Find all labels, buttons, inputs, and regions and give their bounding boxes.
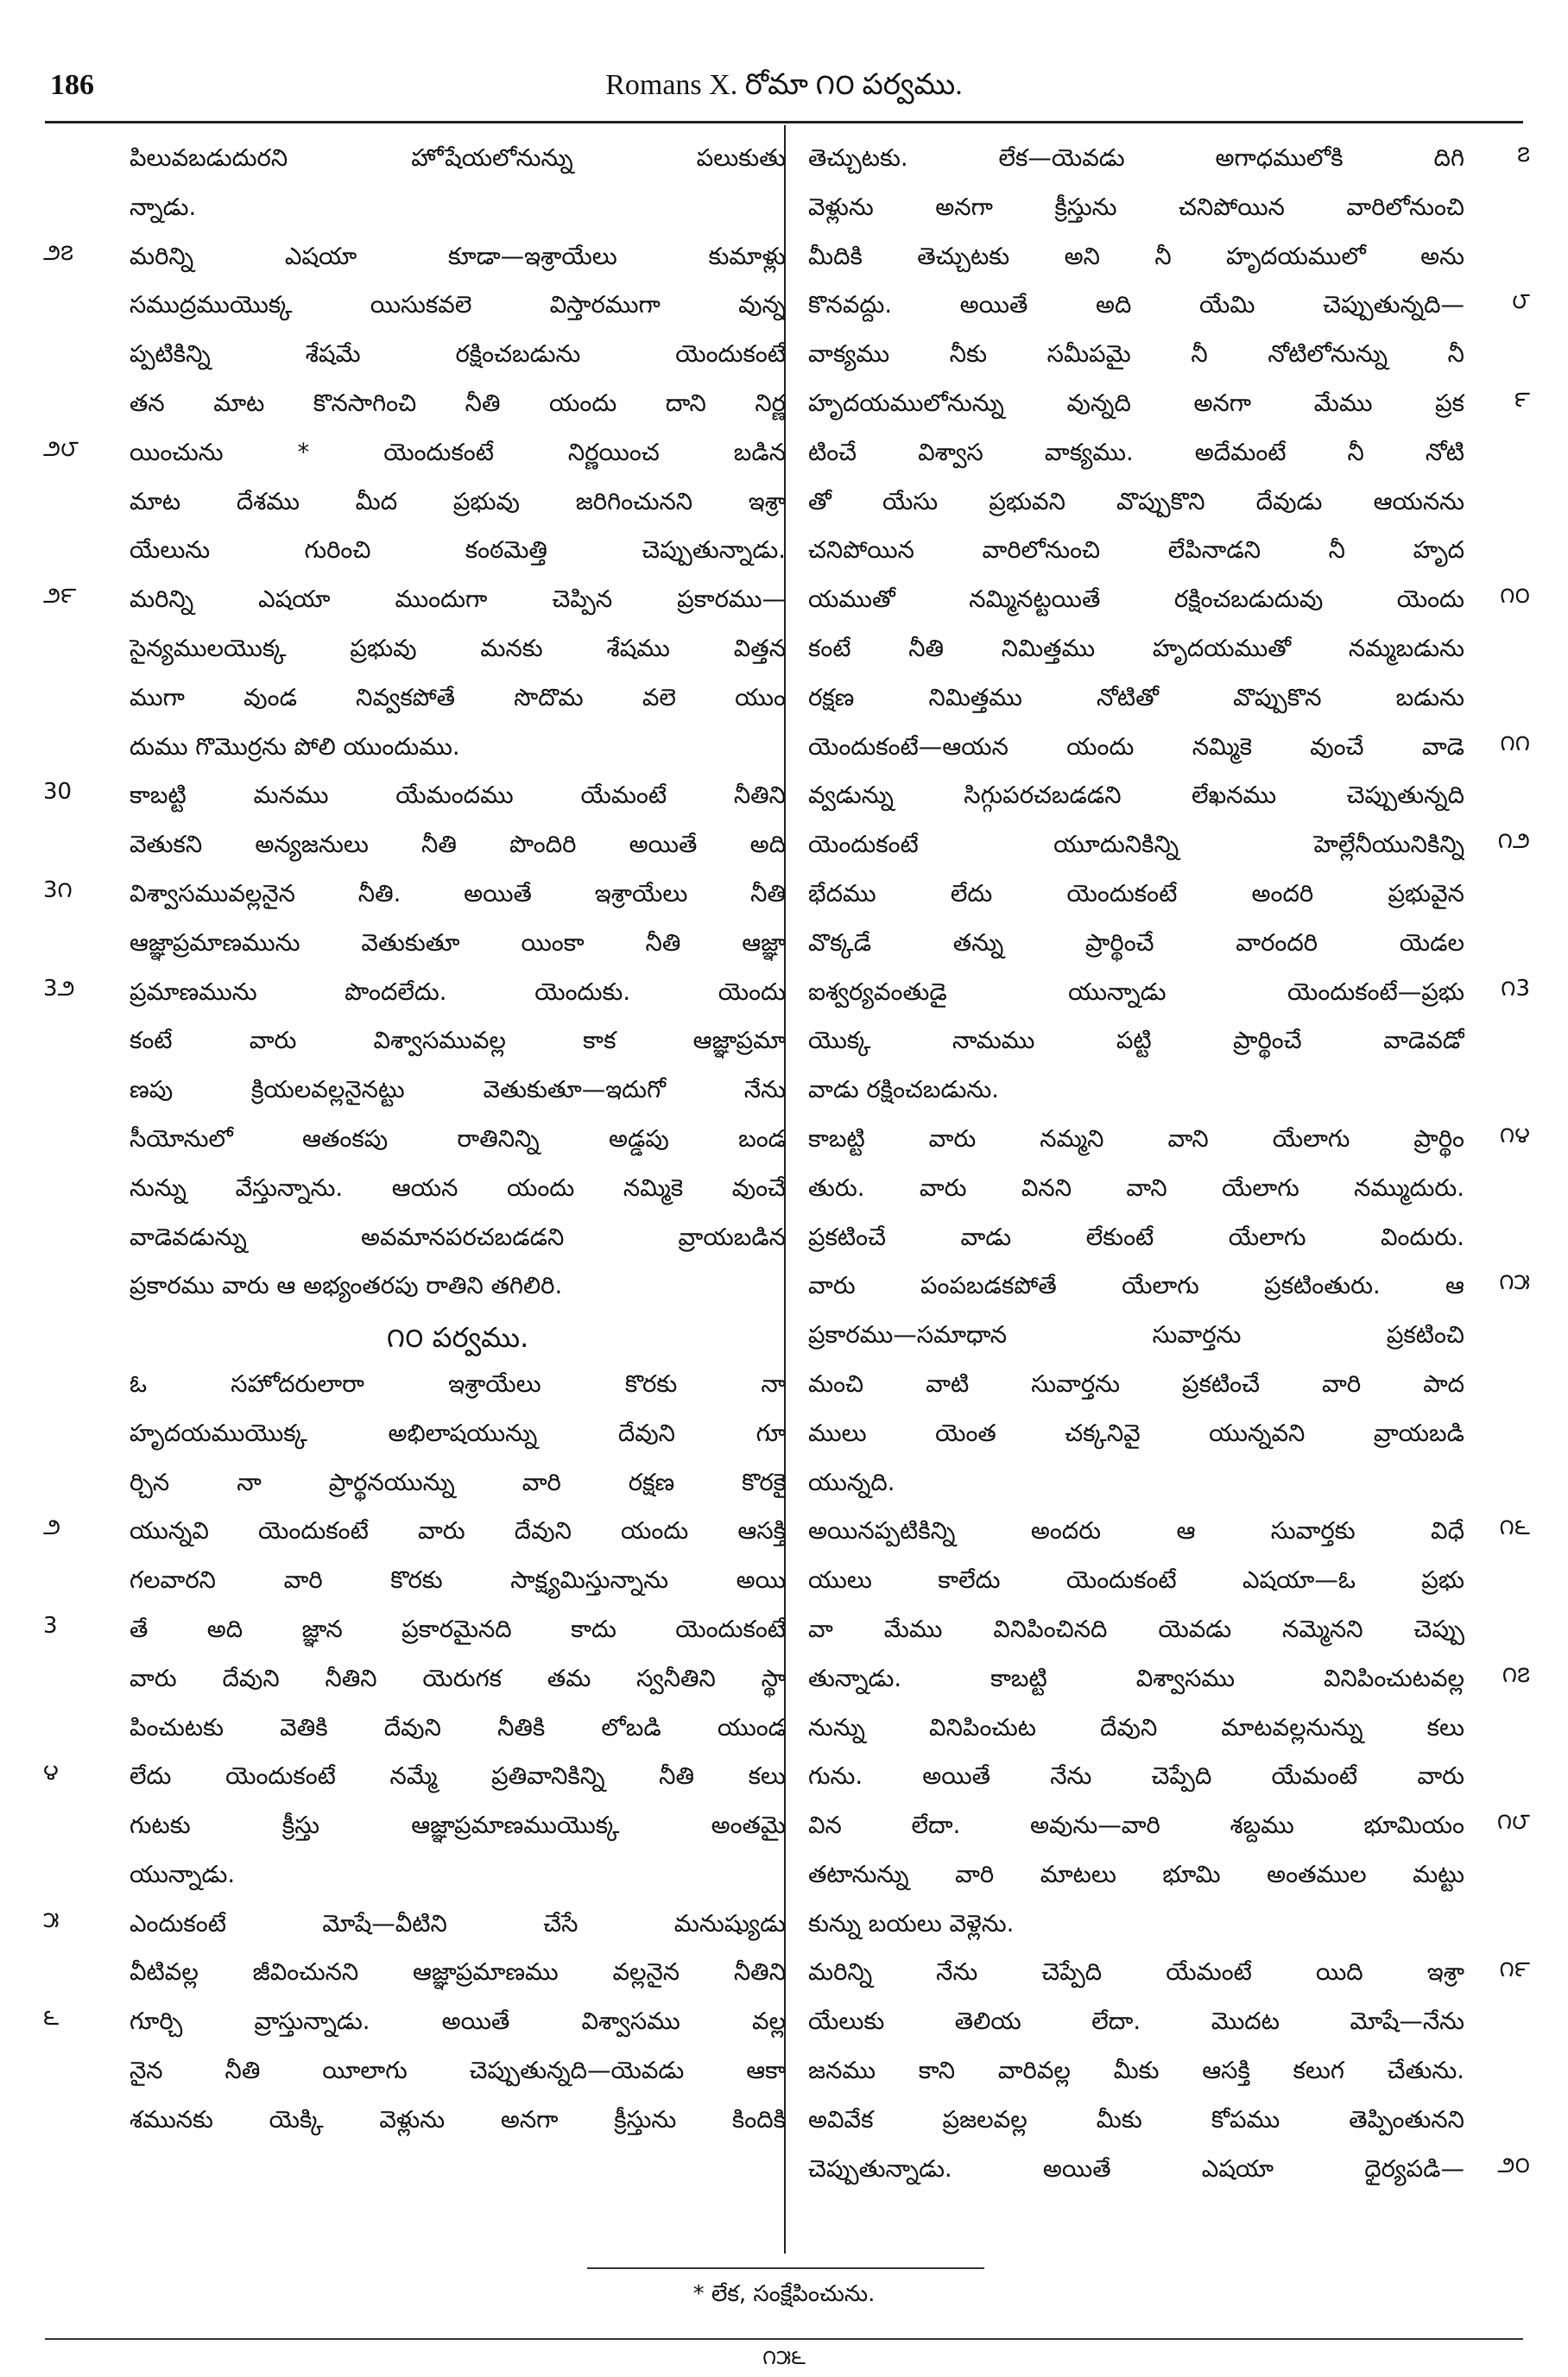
verse-number: ౧౯ <box>1499 1956 1530 1982</box>
text-line: యున్నాడు. <box>130 1860 236 1888</box>
text-line: తన మాట కొనసాగించి నీతి యందు దాని నిర్ణ <box>130 389 786 417</box>
text-line: నైన నీతి యీలాగు చెప్పుతున్నది—యెవడు ఆకా <box>130 2057 786 2085</box>
text-line: చెప్పుతున్నాడు. అయితే ఎషయా ధైర్యపడి— <box>808 2154 1464 2183</box>
verse-number: ౧౭ <box>1502 1661 1530 1688</box>
text-line: న్నాడు. <box>130 193 197 221</box>
text-line: మరిన్ని ఎషయా ముందుగా చెప్పిన ప్రకారము— <box>130 585 786 614</box>
text-line: వాడెవడున్ను అవమానపరచబడడని వ్రాయబడిన <box>130 1223 786 1251</box>
text-line: నున్ను వినిపించుట దేవుని మాటవల్లనున్ను కలు <box>808 1713 1464 1742</box>
text-line: యొక్క నామము పట్టి ప్రార్థించే వాడెవడో <box>808 1027 1464 1055</box>
text-line: యెందుకంటే యూదునికిన్ని హెల్లేనీయునికిన్ని <box>808 831 1464 859</box>
text-line: ప్రమాణమును పొందలేదు. యెందుకు. యెందు <box>130 977 786 1006</box>
page-header <box>45 62 1523 114</box>
text-line: అవివేక ప్రజలవల్ల మీకు కోపము తెప్పింతునని <box>808 2105 1464 2134</box>
verse-number: ౧౨ <box>1497 828 1530 855</box>
verse-number: ౧౪ <box>1499 1122 1530 1148</box>
text-line: హృదయములోనున్ను వున్నది అనగా మేము ప్రక <box>808 389 1464 417</box>
verse-number: ౧౫ <box>1499 1269 1530 1296</box>
text-line: కున్ను బయలు వెళ్లెను. <box>808 1909 1015 1938</box>
text-line: తున్నాడు. కాబట్టి విశ్వాసము వినిపించుటవల్ల <box>808 1664 1464 1692</box>
text-line: యముతో నమ్మినట్టయితే రక్షించబడుదువు యెందు <box>808 585 1464 614</box>
verse-number: ౧౦ <box>1500 583 1530 610</box>
text-line: యెందుకంటే—ఆయన యందు నమ్మికె వుంచే వాడె <box>808 732 1464 761</box>
verse-number: ౨ <box>43 1514 61 1541</box>
text-line: ణపు క్రియలవల్లనైనట్టు వెతుకుతూ—ఇదుగో నేను <box>130 1076 786 1104</box>
text-line: వాడు రక్షించబడును. <box>808 1076 999 1104</box>
text-line: ప్పటికిన్ని శేషమే రక్షించబడును యెందుకంటే <box>130 340 786 369</box>
text-line: మీదికి తెచ్చుటకు అని నీ హృదయములో అను <box>808 242 1464 270</box>
verse-number: ౯ <box>1514 387 1530 413</box>
text-line: వీటివల్ల జీవించునని ఆజ్ఞాప్రమాణము వల్లనైన నీతిని <box>130 1958 786 1987</box>
text-line: వాక్యము నీకు సమీపమై నీ నోటిలోనున్ను నీ <box>808 340 1464 369</box>
text-line: మంచి వాటి సువార్తను ప్రకటించే వారి పాద <box>808 1369 1464 1398</box>
text-line: దుము గొమొర్రను పోలి యుందుము. <box>130 732 460 761</box>
text-line: టించే విశ్వాస వాక్యము. అదేమంటే నీ నోటి <box>808 438 1464 466</box>
text-line: యున్నది. <box>808 1468 895 1496</box>
chapter-heading: ౧౦ పర్వము. <box>386 1321 529 1355</box>
text-line: చనిపోయిన వారిలోనుంచి లేపినాడని నీ హృద <box>808 536 1464 565</box>
verse-number: ౧3 <box>1501 975 1530 1002</box>
text-line: ర్చిన నా ప్రార్థనయున్ను వారి రక్షణ కొరకై <box>130 1468 786 1496</box>
verse-number: 3 <box>43 1613 58 1639</box>
text-line: రక్షణ నిమిత్తము నోటితో వొప్పుకొన బడును <box>808 683 1464 711</box>
text-line: నున్ను వేస్తున్నాను. ఆయన యందు నమ్మికె వుంచే <box>130 1173 786 1202</box>
text-line: భేదము లేదు యెందుకంటే అందరి ప్రభువైన <box>808 879 1464 907</box>
text-line: గును. అయితే నేను చెప్పేది యేమంటే వారు <box>808 1762 1464 1791</box>
text-line: జనము కాని వారివల్ల మీకు ఆసక్తి కలుగ చేతును. <box>808 2057 1464 2085</box>
footnote: * లేక, సంక్షేపించును. <box>692 2281 876 2307</box>
text-line: తటానున్ను వారి మాటలు భూమి అంతముల మట్టు <box>808 1860 1464 1888</box>
verse-number: ౬ <box>43 2005 60 2032</box>
page-number: 186 <box>50 69 94 101</box>
text-line: విశ్వాసమువల్లనైన నీతి. అయితే ఇశ్రాయేలు నీతి <box>130 879 786 907</box>
text-line: సముద్రముయొక్క యిసుకవలె విస్తారముగా వున్న <box>130 291 786 319</box>
text-line: యించును * యెందుకంటే నిర్ణయించ బడిన <box>130 438 786 466</box>
text-line: పిలువబడుదురని హోషేయలోనున్ను పలుకుతు <box>130 144 786 172</box>
text-line: గలవారని వారి కొరకు సాక్ష్యమిస్తున్నాను అయి <box>130 1566 786 1595</box>
verse-number: ౨౮ <box>43 435 79 462</box>
verse-number: ౧౬ <box>1499 1514 1530 1541</box>
text-line: ప్రకటించే వాడు లేకుంటే యేలాగు విందురు. <box>808 1223 1464 1251</box>
bottom-rule <box>45 2338 1523 2340</box>
verse-number: ౧౧ <box>1500 730 1530 756</box>
text-line: కాబట్టి మనము యేమందము యేమంటే నీతిని <box>130 781 786 810</box>
text-line: తే అది జ్ఞాన ప్రకారమైనది కాదు యెందుకంటే <box>130 1615 786 1643</box>
verse-number: ౭ <box>1517 142 1530 168</box>
text-line: తో యేసు ప్రభువని వొప్పుకొని దేవుడు ఆయనను <box>808 487 1464 515</box>
text-line: సైన్యములయొక్క ప్రభువు మనకు శేషము విత్తన <box>130 634 786 662</box>
verse-number: ౨౯ <box>43 583 77 610</box>
text-line: ప్రకారము—సమాధాన సువార్తను ప్రకటించి <box>808 1321 1464 1350</box>
signature-mark: ౧౫౬ <box>762 2345 806 2369</box>
text-line: అయినప్పటికిన్ని అందరు ఆ సువార్తకు విధే <box>808 1517 1464 1546</box>
text-line: ఎందుకంటే మోషే—వీటిని చేసే మనుష్యుడు <box>130 1909 786 1938</box>
right-column <box>808 138 1464 2197</box>
verse-number: 30 <box>43 779 73 806</box>
verse-number: ౨౭ <box>43 239 73 266</box>
verse-number: ౨౦ <box>1497 2152 1530 2178</box>
text-line: హృదయముయొక్క అభిలాషయున్ను దేవుని గూ <box>130 1419 786 1447</box>
text-line: కంటే వారు విశ్వాసమువల్ల కాక ఆజ్ఞాప్రమా <box>130 1027 786 1055</box>
text-line: గూర్చి వ్రాస్తున్నాడు. అయితే విశ్వాసము వల్ల <box>130 2007 786 2036</box>
text-line: వొక్కడే తన్ను ప్రార్థించే వారందరి యెడల <box>808 928 1464 957</box>
text-line: విన లేదా. అవును—వారి శబ్దము భూమియం <box>808 1811 1464 1840</box>
text-line: వెతుకని అన్యజనులు నీతి పొందిరి అయితే అది <box>130 831 786 859</box>
text-line: కాబట్టి వారు నమ్మని వాని యేలాగు ప్రార్థిం <box>808 1124 1464 1153</box>
verse-number: ౫ <box>43 1906 60 1933</box>
text-line: తెచ్చుటకు. లేక—యెవడు అగాధములోకి దిగి <box>808 144 1464 172</box>
footnote-rule <box>587 2267 984 2269</box>
left-column <box>130 138 786 2149</box>
verse-number: 3౨ <box>43 975 75 1002</box>
text-line: తురు. వారు వినని వాని యేలాగు నమ్ముదురు. <box>808 1173 1464 1202</box>
text-line: గుటకు క్రీస్తు ఆజ్ఞాప్రమాణముయొక్క అంతమై <box>130 1811 786 1840</box>
verse-number: ౪ <box>43 1760 59 1786</box>
verse-number: 3౧ <box>43 877 73 903</box>
header-rule <box>45 121 1523 123</box>
text-line: ఐశ్వర్యవంతుడై యున్నాడు యెందుకంటే—ప్రభు <box>808 977 1464 1006</box>
text-line: మాట దేశము మీద ప్రభువు జరిగించునని ఇశ్రా <box>130 487 786 515</box>
text-line: ఆజ్ఞాప్రమాణమును వెతుకుతూ యింకా నీతి ఆజ్ఞా <box>130 928 786 957</box>
verse-number: ౮ <box>1512 288 1530 315</box>
text-line: పించుటకు వెతికి దేవుని నీతికి లోబడి యుండ <box>130 1713 786 1742</box>
text-line: యేలును గురించి కంఠమెత్తి చెప్పుతున్నాడు. <box>130 536 786 565</box>
text-line: మరిన్ని ఎషయా కూడా—ఇశ్రాయేలు కుమాళ్లు <box>130 242 786 270</box>
running-head: Romans X. రోమా ౧౦ పర్వము. <box>605 69 963 101</box>
text-line: ములు యెంత చక్కనివై యున్నవని వ్రాయబడి <box>808 1419 1464 1447</box>
text-line: యున్నవి యెందుకంటే వారు దేవుని యందు ఆసక్తి <box>130 1517 786 1546</box>
text-line: శమునకు యెక్కి వెళ్లును అనగా క్రీస్తును కిందికి <box>130 2105 786 2134</box>
text-line: యులు కాలేదు యెందుకంటే ఎషయా—ఓ ప్రభు <box>808 1566 1464 1595</box>
text-line: వెళ్లును అనగా క్రీస్తును చనిపోయిన వారిలోనుంచి <box>808 193 1464 221</box>
text-line: సీయోనులో ఆతంకపు రాతినిన్ని అడ్డపు బండ <box>130 1124 786 1153</box>
text-line: లేదు యెందుకంటే నమ్మే ప్రతివానికిన్ని నీతి కలు <box>130 1762 786 1791</box>
text-line: వారు పంపబడకపోతే యేలాగు ప్రకటింతురు. ఆ <box>808 1272 1464 1300</box>
text-line: ప్రకారము వారు ఆ అభ్యంతరపు రాతిని తగిలిరి. <box>130 1272 563 1300</box>
text-line: కంటే నీతి నిమిత్తము హృదయముతో నమ్మబడును <box>808 634 1464 662</box>
verse-number: ౧౮ <box>1496 1809 1530 1836</box>
text-line: ఓ సహోదరులారా ఇశ్రాయేలు కొరకు నా <box>130 1369 786 1398</box>
text-line: వ్వడున్ను సిగ్గుపరచబడడని లేఖనము చెప్పుతున్నది <box>808 781 1464 810</box>
text-line: వా మేము వినిపించినది యెవడు నమ్మెనని చెప్పు <box>808 1615 1464 1643</box>
text-line: కొనవద్దు. అయితే అది యేమి చెప్పుతున్నది— <box>808 291 1464 319</box>
text-line: యేలుకు తెలియ లేదా. మొదట మోషే—నేను <box>808 2007 1464 2036</box>
text-line: మరిన్ని నేను చెప్పేది యేమంటే యిది ఇశ్రా <box>808 1958 1464 1987</box>
text-line: ముగా వుండ నివ్వకపోతే సొదొమ వలె యుం <box>130 683 786 711</box>
text-line: వారు దేవుని నీతిని యెరుగక తమ స్వనీతిని స్థా <box>130 1664 786 1692</box>
